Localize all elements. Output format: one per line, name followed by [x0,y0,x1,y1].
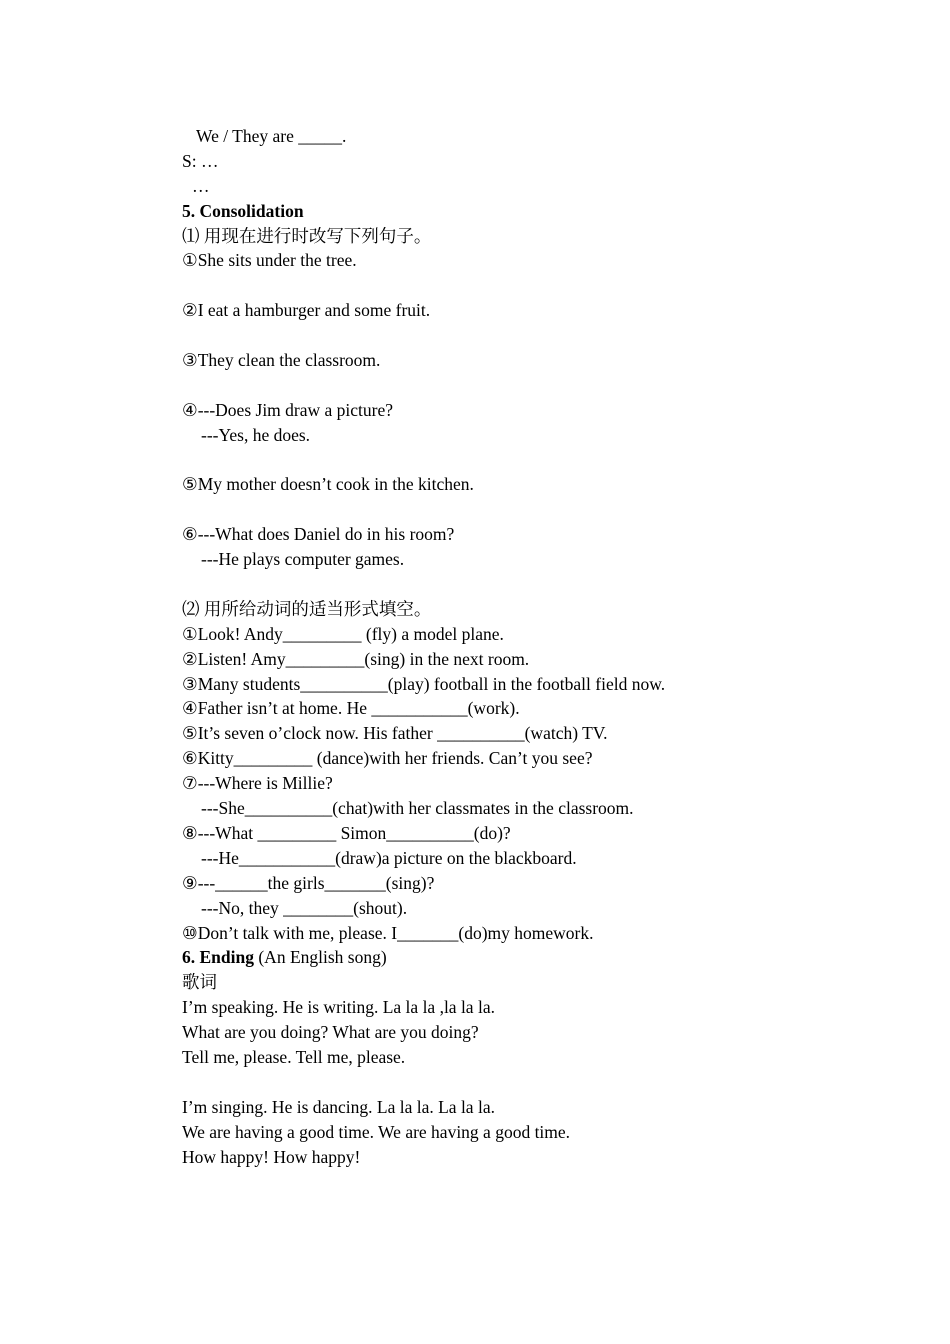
fill-item-2: ②Listen! Amy_________(sing) in the next room. [182,648,530,669]
rewrite-item-6-answer: ---He plays computer games. [201,549,405,570]
fill-item-7-question: ⑦---Where is Millie? [182,773,333,794]
fill-item-9-question: ⑨---______the girls_______(sing)? [182,872,435,893]
fill-item-6: ⑥Kitty_________ (dance)with her friends. Can’t you see? [182,748,593,769]
intro-line-2: S: … [182,150,219,171]
fill-item-8-question: ⑧---What _________ Simon__________(do)? [182,822,511,843]
fill-item-3: ③Many students__________(play) football in the football field now. [182,673,666,694]
answer-space [182,497,882,522]
lyric-line: I’m singing. He is dancing. La la la. La la la. [182,1096,495,1117]
section-6-heading: 6. Ending [182,947,254,968]
lyric-line: I’m speaking. He is writing. La la la ,la la la. [182,997,495,1018]
rewrite-item-6-question: ⑥---What does Daniel do in his room? [182,524,455,545]
part-1-instruction: ⑴ 用现在进行时改写下列句子。 [182,225,432,246]
fill-item-9-answer: ---No, they ________(shout). [201,897,408,918]
verse-gap [182,1070,882,1095]
lyric-line: Tell me, please. Tell me, please. [182,1046,406,1067]
rewrite-item-5: ⑤My mother doesn’t cook in the kitchen. [182,474,474,495]
section-6-heading-note: (An English song) [253,947,387,968]
lyric-line: We are having a good time. We are having a good time. [182,1121,571,1142]
lyric-line: How happy! How happy! [182,1146,361,1167]
part-2-instruction: ⑵ 用所给动词的适当形式填空。 [182,598,432,619]
intro-line-1: We / They are _____. [196,126,347,146]
section-6-heading-line [182,945,882,970]
answer-space [182,373,882,398]
fill-item-8-answer: ---He___________(draw)a picture on the blackboard. [201,847,577,868]
answer-space [182,323,882,348]
rewrite-item-4-answer: ---Yes, he does. [201,424,311,445]
rewrite-item-4-question: ④---Does Jim draw a picture? [182,399,394,420]
rewrite-item-1: ①She sits under the tree. [182,250,357,271]
answer-space [182,273,882,298]
lyrics-label: 歌词 [182,972,217,993]
fill-item-1: ①Look! Andy_________ (fly) a model plane. [182,623,504,644]
intro-line-3: … [192,175,210,196]
fill-item-7-answer: ---She__________(chat)with her classmates in the classroom. [201,798,634,819]
answer-space [182,448,882,473]
answer-space [182,572,882,597]
document-page [182,124,882,1169]
rewrite-item-3: ③They clean the classroom. [182,350,381,371]
fill-item-5: ⑤It’s seven o’clock now. His father __________(watch) TV. [182,723,608,744]
section-5-heading: 5. Consolidation [182,200,304,221]
fill-item-4: ④Father isn’t at home. He ___________(work). [182,698,520,719]
lyric-line: What are you doing? What are you doing? [182,1022,479,1043]
fill-item-10: ⑩Don’t talk with me, please. I_______(do)my homework. [182,922,594,943]
rewrite-item-2: ②I eat a hamburger and some fruit. [182,300,431,321]
